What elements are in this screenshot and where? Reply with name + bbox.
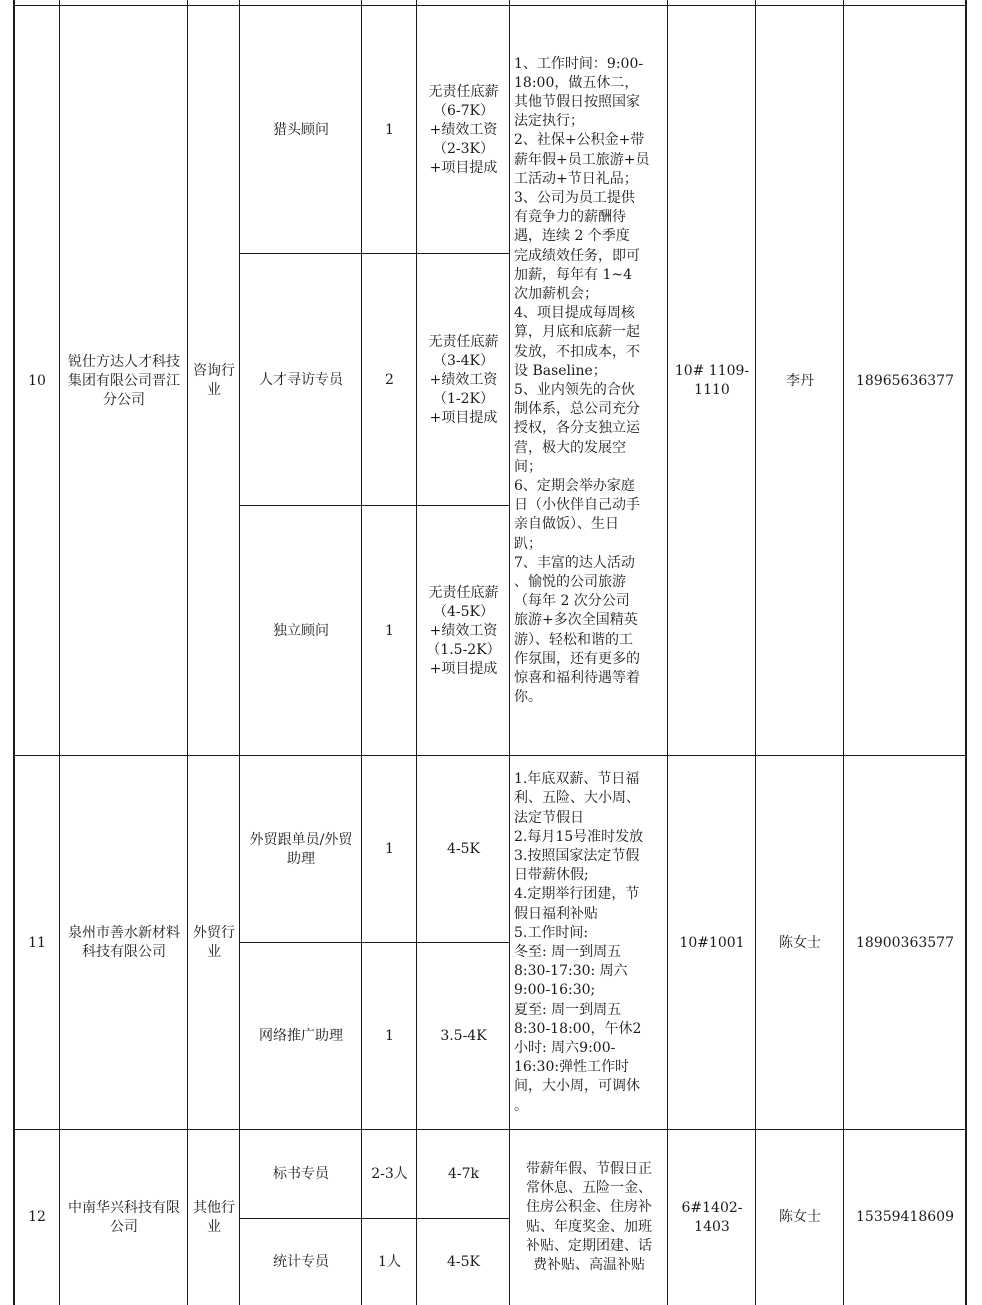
table-border-left — [13, 0, 15, 1305]
position-salary: 无责任底薪（4-5K）+绩效工资（1.5-2K）+项目提成 — [426, 584, 501, 677]
contact-person: 陈女士 — [779, 1209, 821, 1225]
contact-phone: 18900363577 — [856, 934, 954, 951]
position-count: 1 — [385, 841, 394, 857]
industry: 外贸行业 — [193, 925, 235, 960]
grid-line — [13, 5, 967, 6]
work-address: 10# 1109-1110 — [674, 363, 750, 398]
row-number: 10 — [28, 372, 46, 389]
company-name: 锐仕方达人才科技集团有限公司晋江分公司 — [68, 353, 180, 408]
position-salary: 4-5K — [446, 1253, 480, 1270]
grid-line — [239, 505, 510, 506]
position-title: 独立顾问 — [273, 622, 329, 639]
industry: 咨询行业 — [193, 363, 235, 398]
position-title: 标书专员 — [273, 1166, 329, 1182]
work-address: 6#1402-1403 — [681, 1199, 743, 1235]
grid-line — [187, 0, 188, 1305]
position-title: 人才寻访专员 — [259, 371, 343, 388]
benefits-text: 带薪年假、节假日正 常休息、五险一金、 住房公积金、住房补 贴、年度奖金、加班 补贴、定期团建、话 费补贴、高温补贴 — [526, 1160, 652, 1273]
work-address: 10#1001 — [679, 934, 745, 951]
benefits-text: 1.年底双薪、节日福 利、五险、大小周、 法定节假日 2.每月15号准时发放 3.按照国家法定节假 日带薪休假; 4.定期举行团建，节 假日福利补贴 5.工作时间: 冬至: 周一到周五 8:30-17:30: 周六 9:00-16:30; 夏至: 周一到周五 8:30-18:00，午休2 小时: 周六9:00- 16:30:弹性工作时 间，大小周，可调休 。 — [514, 771, 644, 1114]
grid-line — [13, 1129, 967, 1130]
position-count: 1 — [385, 121, 394, 138]
position-salary: 无责任底薪（6-7K）+绩效工资（2-3K）+项目提成 — [428, 83, 499, 176]
grid-line — [509, 0, 510, 1305]
company-name: 中南华兴科技有限公司 — [68, 1199, 180, 1235]
grid-line — [59, 0, 60, 1305]
industry: 其他行业 — [193, 1199, 235, 1235]
position-title: 外贸跟单员/外贸助理 — [249, 831, 353, 867]
position-count: 1人 — [378, 1253, 401, 1270]
position-salary: 3.5-4K — [440, 1028, 487, 1044]
contact-person: 李丹 — [786, 372, 814, 389]
contact-phone: 15359418609 — [856, 1209, 954, 1225]
grid-line — [13, 755, 967, 756]
contact-person: 陈女士 — [779, 934, 821, 951]
position-count: 2 — [385, 371, 394, 388]
benefits-text: 1、工作时间：9:00- 18:00，做五休二， 其他节假日按照国家 法定执行； 2、社保+公积金+带 薪年假+员工旅游+员 工活动+节日礼品； 3、公司为员工提供 有竞争力的薪酬待 遇，连续 2 个季度 完成绩效任务，即可 加薪，每年有 1~4 次加薪机会； 4、项目提成每周核 算，月底和底薪一起 发放，不扣成本，不 设 Baseline； 5、业内领先的合伙 制体系，总公司充分 授权，各分支独立运 营，极大的发展空 间； 6、定期会举办家庭 日（小伙伴自己动手 亲自做饭）、生日 趴； 7、丰富的达人活动 、愉悦的公司旅游 （每年 2 次分公司 旅游+多次全国精英 游）、轻松和谐的工 作氛围，还有更多的 惊喜和福利待遇等着 你。 — [514, 55, 650, 706]
contact-phone: 18965636377 — [856, 372, 954, 389]
row-number: 11 — [28, 934, 46, 951]
position-title: 网络推广助理 — [259, 1028, 343, 1044]
grid-line — [361, 0, 362, 1305]
grid-line — [239, 942, 510, 943]
position-title: 猎头顾问 — [273, 121, 329, 138]
table-border-right — [965, 0, 967, 1305]
grid-line — [667, 0, 668, 1305]
row-number: 12 — [28, 1209, 46, 1225]
grid-line — [843, 0, 844, 1305]
grid-line — [239, 1218, 510, 1219]
grid-line — [416, 0, 417, 1305]
grid-line — [239, 253, 510, 254]
position-count: 2-3人 — [371, 1166, 408, 1182]
position-salary: 无责任底薪（3-4K）+绩效工资（1-2K）+项目提成 — [428, 333, 499, 426]
position-title: 统计专员 — [273, 1253, 329, 1270]
position-salary: 4-5K — [446, 841, 480, 857]
position-count: 1 — [385, 1028, 394, 1044]
position-count: 1 — [385, 622, 394, 639]
grid-line — [239, 0, 240, 1305]
company-name: 泉州市善水新材料科技有限公司 — [68, 925, 180, 960]
grid-line — [755, 0, 756, 1305]
position-salary: 4-7k — [447, 1166, 480, 1182]
